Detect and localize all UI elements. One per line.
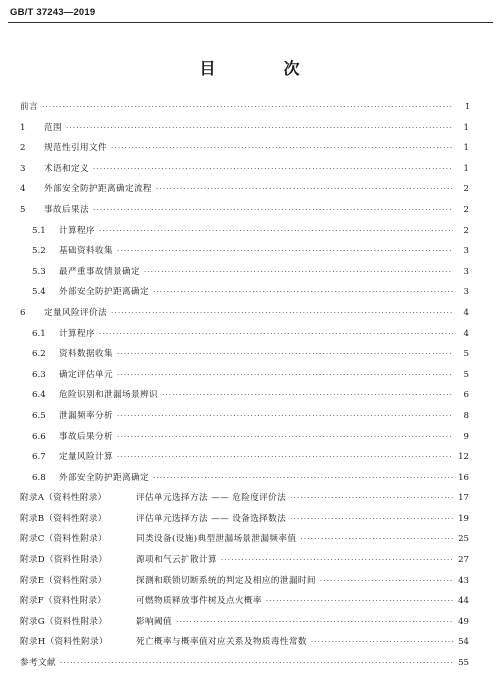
dot-leader bbox=[221, 556, 453, 564]
toc-entry[interactable] bbox=[20, 615, 469, 636]
dot-leader bbox=[117, 371, 453, 379]
toc-appendix-label: 附录B（资料性附录） bbox=[20, 513, 107, 524]
toc-title: 定量风险评价法 bbox=[44, 307, 107, 318]
dot-leader bbox=[162, 391, 453, 399]
toc-entry[interactable] bbox=[20, 430, 469, 451]
toc-page-number: 17 bbox=[458, 493, 469, 504]
dot-leader bbox=[117, 412, 453, 420]
toc-entry[interactable] bbox=[20, 512, 469, 533]
toc-appendix-label: 附录H（资料性附录） bbox=[20, 637, 108, 648]
dot-leader bbox=[117, 350, 453, 358]
toc-title: 规范性引用文件 bbox=[44, 143, 107, 154]
toc-page-number: 5 bbox=[463, 369, 469, 380]
toc-page-number: 4 bbox=[463, 328, 469, 339]
toc-number: 5.3 bbox=[32, 266, 46, 277]
toc-title: 术语和定义 bbox=[44, 163, 89, 174]
toc-appendix-label: 附录C（资料性附录） bbox=[20, 534, 107, 545]
toc-page-number: 3 bbox=[463, 287, 469, 298]
toc-number: 6.2 bbox=[32, 349, 46, 360]
dot-leader bbox=[290, 515, 453, 523]
toc-page-number: 1 bbox=[463, 163, 469, 174]
toc-title: 可燃物质释放事件树及点火概率 bbox=[136, 596, 262, 607]
toc-title: 事故后果法 bbox=[44, 204, 89, 215]
toc-entry[interactable] bbox=[20, 244, 469, 265]
toc-title: 死亡概率与概率值对应关系及物质毒性常数 bbox=[136, 637, 307, 648]
dot-leader bbox=[66, 124, 453, 132]
toc-entry[interactable] bbox=[20, 224, 469, 245]
dot-leader bbox=[176, 618, 453, 626]
toc-appendix-label: 附录E（资料性附录） bbox=[20, 575, 107, 586]
toc-appendix-label: 附录F（资料性附录） bbox=[20, 596, 107, 607]
toc-number: 6.8 bbox=[32, 472, 46, 483]
toc-page-number: 2 bbox=[463, 204, 469, 215]
standard-code: GB/T 37243—2019 bbox=[10, 7, 96, 18]
toc-number: 5.4 bbox=[32, 287, 46, 298]
toc-title: 范围 bbox=[44, 122, 62, 133]
toc-page-number: Ⅰ bbox=[465, 102, 469, 112]
toc-entry[interactable] bbox=[20, 532, 469, 553]
toc-number: 6.7 bbox=[32, 452, 46, 463]
toc-page-number: 27 bbox=[458, 555, 469, 566]
toc-entry[interactable] bbox=[20, 265, 469, 286]
dot-leader bbox=[60, 659, 453, 667]
dot-leader bbox=[99, 227, 453, 235]
toc-page-number: 3 bbox=[463, 246, 469, 257]
toc-title: 计算程序 bbox=[59, 328, 95, 339]
toc-page-number: 5 bbox=[463, 349, 469, 360]
dot-leader bbox=[117, 433, 453, 441]
toc-entry[interactable] bbox=[20, 388, 469, 409]
toc-number: 3 bbox=[20, 163, 26, 174]
toc-entry[interactable] bbox=[20, 327, 469, 348]
toc-entry[interactable] bbox=[20, 203, 469, 224]
toc-page-number: 25 bbox=[458, 534, 469, 545]
toc-page-number: 2 bbox=[463, 184, 469, 195]
toc-number: 6.3 bbox=[32, 369, 46, 380]
toc-number: 6.1 bbox=[32, 328, 46, 339]
toc-title: 影响阈值 bbox=[136, 616, 172, 627]
toc-title: 外部安全防护距离确定 bbox=[59, 287, 149, 298]
toc-entry[interactable] bbox=[20, 368, 469, 389]
dot-leader bbox=[111, 309, 453, 317]
dot-leader bbox=[99, 330, 453, 338]
toc-number: 6.5 bbox=[32, 410, 46, 421]
toc-entry[interactable] bbox=[20, 450, 469, 471]
toc-title: 探测和联锁切断系统的判定及相应的泄漏时间 bbox=[136, 575, 316, 586]
toc-page-number: 4 bbox=[463, 307, 469, 318]
toc-page-number: 8 bbox=[463, 410, 469, 421]
toc-entry[interactable] bbox=[20, 141, 469, 162]
toc-number: 6.4 bbox=[32, 390, 46, 401]
toc-number: 1 bbox=[20, 122, 26, 133]
dot-leader bbox=[93, 165, 453, 173]
toc-entry[interactable] bbox=[20, 553, 469, 574]
dot-leader bbox=[42, 103, 453, 111]
dot-leader bbox=[144, 268, 453, 276]
toc-number: 2 bbox=[20, 143, 26, 154]
toc-title: 危险识别和泄漏场景辨识 bbox=[59, 390, 158, 401]
dot-leader bbox=[153, 474, 453, 482]
toc-entry[interactable] bbox=[20, 594, 469, 615]
dot-leader bbox=[311, 638, 453, 646]
toc-page-number: 55 bbox=[458, 658, 469, 669]
toc-title: 评估单元选择方法 —— 危险度评价法 bbox=[136, 493, 287, 504]
toc-title: 泄漏频率分析 bbox=[59, 410, 113, 421]
toc-title: 参考文献 bbox=[20, 658, 56, 669]
toc-page-number: 1 bbox=[463, 143, 469, 154]
toc-page-number: 44 bbox=[458, 596, 469, 607]
toc-entry[interactable] bbox=[20, 574, 469, 595]
toc-entry[interactable] bbox=[20, 409, 469, 430]
toc-title: 外部安全防护距离确定 bbox=[59, 472, 149, 483]
dot-leader bbox=[156, 185, 453, 193]
toc-page-number: 1 bbox=[463, 122, 469, 133]
toc-title: 外部安全防护距离确定流程 bbox=[44, 184, 152, 195]
toc-page-number: 3 bbox=[463, 266, 469, 277]
toc-entry[interactable] bbox=[20, 656, 469, 673]
toc-number: 6 bbox=[20, 307, 26, 318]
toc-page-number: 6 bbox=[463, 390, 469, 401]
dot-leader bbox=[320, 577, 453, 585]
toc-title: 资料数据收集 bbox=[59, 349, 113, 360]
toc-entry[interactable] bbox=[20, 100, 469, 121]
toc-entry[interactable] bbox=[20, 182, 469, 203]
toc-title: 基础资料收集 bbox=[59, 246, 113, 257]
toc-title: 最严重事故情景确定 bbox=[59, 266, 140, 277]
dot-leader bbox=[93, 206, 453, 214]
toc-page-number: 9 bbox=[463, 431, 469, 442]
toc-number: 4 bbox=[20, 184, 26, 195]
toc-title: 事故后果分析 bbox=[59, 431, 113, 442]
toc-appendix-label: 附录A（资料性附录） bbox=[20, 493, 107, 504]
dot-leader bbox=[117, 453, 453, 461]
toc-page-number: 19 bbox=[458, 513, 469, 524]
header-rule bbox=[8, 22, 493, 23]
page-title: 目 次 bbox=[199, 59, 326, 78]
toc-number: 5.1 bbox=[32, 225, 46, 236]
toc-page-number: 12 bbox=[458, 452, 469, 463]
toc-entry[interactable] bbox=[20, 306, 469, 327]
toc-number: 5.2 bbox=[32, 246, 46, 257]
toc-entry[interactable] bbox=[20, 635, 469, 656]
dot-leader bbox=[153, 288, 453, 296]
toc-appendix-label: 附录D（资料性附录） bbox=[20, 555, 108, 566]
toc-entry[interactable] bbox=[20, 347, 469, 368]
toc-number: 6.6 bbox=[32, 431, 46, 442]
dot-leader bbox=[111, 144, 453, 152]
toc-page-number: 16 bbox=[458, 472, 469, 483]
toc-entry[interactable] bbox=[20, 162, 469, 183]
toc-page-number: 49 bbox=[458, 616, 469, 627]
toc-page-number: 54 bbox=[458, 637, 469, 648]
toc-page-number: 43 bbox=[458, 575, 469, 586]
toc-title: 评估单元选择方法 —— 设备选择数法 bbox=[136, 513, 287, 524]
toc-title: 定量风险计算 bbox=[59, 452, 113, 463]
toc-title: 源项和气云扩散计算 bbox=[136, 555, 217, 566]
dot-leader bbox=[300, 535, 453, 543]
toc-page-number: 2 bbox=[463, 225, 469, 236]
toc-entry[interactable] bbox=[20, 121, 469, 142]
dot-leader bbox=[290, 494, 453, 502]
dot-leader bbox=[117, 247, 453, 255]
toc-number: 5 bbox=[20, 204, 26, 215]
toc-title: 确定评估单元 bbox=[59, 369, 113, 380]
toc-appendix-label: 附录G（资料性附录） bbox=[20, 616, 108, 627]
toc-title: 同类设备(设施)典型泄漏场景泄漏频率值 bbox=[136, 534, 297, 545]
toc-entry[interactable] bbox=[20, 285, 469, 306]
toc-entry[interactable] bbox=[20, 491, 469, 512]
toc-entry[interactable] bbox=[20, 471, 469, 492]
toc-title: 计算程序 bbox=[59, 225, 95, 236]
table-of-contents bbox=[20, 100, 469, 673]
toc-title: 前言 bbox=[20, 102, 38, 112]
dot-leader bbox=[266, 597, 453, 605]
